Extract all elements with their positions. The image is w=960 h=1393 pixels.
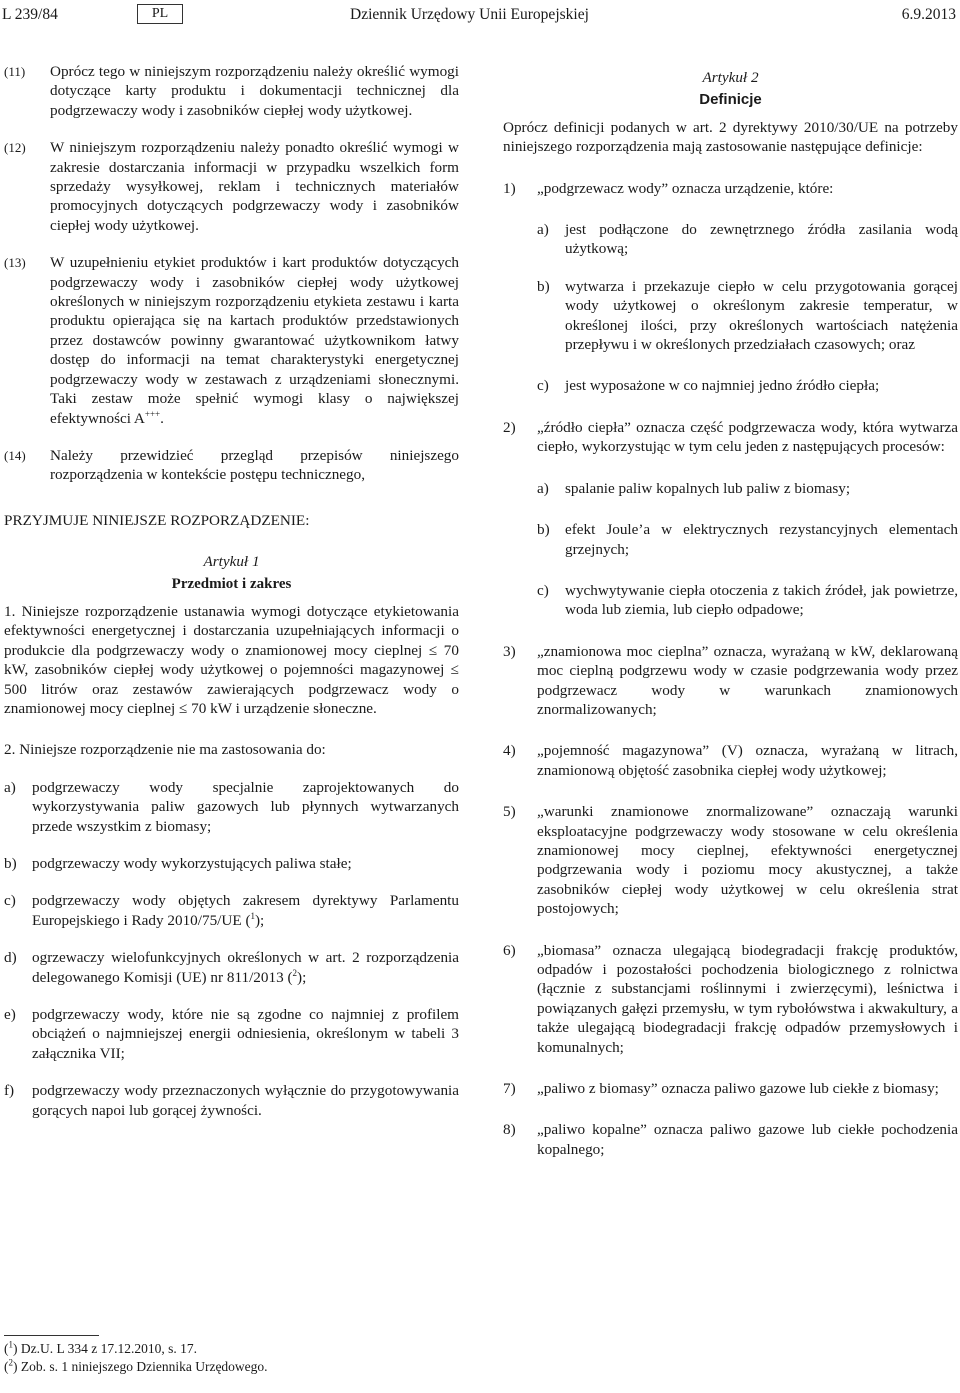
exclusion-item [4, 1005, 459, 1063]
definition-label: 3) [503, 642, 516, 660]
class-superscript: +++ [144, 408, 161, 419]
definition-item [503, 741, 958, 780]
subitem-text: jest wyposażone w co najmniej jedno źródło ciepła; [565, 377, 880, 395]
footnote-number: 1 [8, 1339, 13, 1350]
item-text: podgrzewaczy wody przeznaczonych wyłącznie do przygotowywania gorących napoi lub gorącej żywności. [32, 1082, 459, 1119]
footnote: ($^1$) Dz.U. L 334 z 17.12.2010, s. 17. [4, 1339, 197, 1356]
subitem-label: c) [537, 377, 549, 395]
article-1-title: Artykuł 1 [203, 553, 260, 571]
footnote: ($^2$) Zob. s. 1 niniejszego Dziennika Urzędowego. [4, 1357, 268, 1374]
subitem-label: b) [537, 521, 550, 539]
item-label: f) [4, 1082, 15, 1100]
exclusion-item [4, 854, 459, 873]
item-tail: ); [255, 911, 265, 929]
recital-text: Należy przewidzieć przegląd przepisów niniejszego rozporządzenia w kontekście postępu technicznego, [50, 446, 459, 484]
definition-text: „znamionowa moc cieplna” oznacza, wyrażaną w kW, deklarowaną moc cieplną podgrzewu wody w czasie podgrzewania wody przez podgrzewacz wody w warunkach znamionowych znormalizowanych; [537, 642, 958, 718]
footnote-divider [4, 1335, 99, 1336]
definition-item [503, 941, 958, 1057]
definition-text: „źródło ciepła” oznacza część podgrzewacza wody, która wytwarza ciepło, wykorzystując w tym celu jeden z następujących procesów: [537, 418, 958, 456]
exclusion-item [4, 778, 459, 836]
item-label: d) [4, 949, 17, 967]
definition-subitem [503, 277, 958, 355]
item-tail: ); [297, 968, 307, 986]
item-label: e) [4, 1006, 16, 1024]
item-text: podgrzewaczy wody objętych zakresem dyrektywy Parlamentu Europejskiego i Rady 2010/75/UE ( [32, 892, 459, 929]
definition-label: 7) [503, 1080, 516, 1098]
item-text: ogrzewaczy wielofunkcyjnych określonych w art. 2 rozporządzenia delegowanego Komisji (UE) nr 811/2013 ( [32, 949, 459, 986]
item-label: b) [4, 855, 17, 872]
definition-subitem [503, 520, 958, 559]
footnote-ref[interactable]: 1 [250, 910, 255, 921]
definition-item [503, 179, 958, 198]
subitem-text: wychwytywanie ciepła otoczenia z takich źródeł, jak powietrze, woda lub ziemia, lub ciepło odpadowe; [565, 581, 958, 619]
item-text: podgrzewaczy wody specjalnie zaprojektowanych do wykorzystywania paliw gazowych lub płynnych wytwarzanych przede wszystkim z biomasy; [32, 778, 459, 835]
definition-text: „podgrzewacz wody” oznacza urządzenie, które: [537, 179, 834, 197]
definition-label: 8) [503, 1121, 516, 1139]
publication-date: 6.9.2013 [901, 6, 956, 23]
footnote-number: 2 [8, 1357, 13, 1367]
item-label: a) [4, 778, 16, 796]
footnote-ref[interactable]: 2 [292, 967, 298, 978]
definition-subitem [503, 479, 958, 498]
subitem-label: a) [537, 479, 549, 497]
adopts-statement: PRZYJMUJE NINIEJSZE ROZPORZĄDZENIE: [4, 511, 310, 529]
article-1-paragraph-2: 2. Niniejsze rozporządzenie nie ma zastosowania do: [4, 741, 326, 759]
page-reference: L 239/84 [2, 6, 58, 23]
definition-text: „warunki znamionowe znormalizowane” oznaczają warunki eksploatacyjne podgrzewaczy wody stosowane w celu określenia znamionowej mocy cieplnej, efektywności energetycznej podgrzewania wody i poziomu mocy akustycznej, a także zasobników ciepłej wody użytkowej w celu określenia strat postojowych; [537, 803, 958, 918]
item-text: podgrzewaczy wody wykorzystujących paliwa stałe; [32, 855, 352, 872]
definition-item [503, 1120, 958, 1159]
article-2-title: Artykuł 2 [702, 69, 759, 86]
definition-item [503, 418, 958, 457]
recital-text: Oprócz tego w niniejszym rozporządzeniu należy określić wymogi dotyczące karty produktu i dokumentacji technicznej dla podgrzewaczy wody i zasobników ciepłej wody użytkowej. [50, 63, 459, 119]
recital [4, 62, 459, 120]
subitem-text: wytwarza i przekazuje ciepło w celu przygotowania gorącej wody użytkowej o określonym zakresie temperatur, w określonej ilości, przy określonych wartościach natężenia przepływu i w określonych przedziałach czasowych; oraz [565, 277, 958, 354]
definition-label: 1) [503, 179, 516, 197]
definition-item [503, 642, 958, 720]
definition-text: „paliwo kopalne” oznacza paliwo gazowe lub ciekłe pochodzenia kopalnego; [537, 1121, 958, 1158]
article-2-subject: Definicje [699, 91, 762, 109]
recital [4, 138, 459, 235]
definition-subitem [503, 376, 958, 395]
recital-text: W niniejszym rozporządzeniu należy ponadto określić wymogi w zakresie dostarczania informacji w przypadku wszelkich form sprzedaży wysyłkowej, reklam i technicznych materiałów promocyjnych dotyczących podgrzewaczy wody i zasobników ciepłej wody użytkowej. [50, 139, 459, 234]
definition-label: 2) [503, 418, 516, 436]
definition-label: 5) [503, 803, 516, 821]
definition-text: „paliwo z biomasy” oznacza paliwo gazowe lub ciekłe z biomasy; [537, 1080, 939, 1098]
recital-number: (13) [4, 255, 26, 271]
footnote-text: Dz.U. L 334 z 17.12.2010, s. 17. [20, 1341, 197, 1356]
recital-number: (12) [4, 140, 26, 156]
footnote-text: Zob. s. 1 niniejszego Dziennika Urzędowego. [20, 1358, 268, 1374]
page-header [0, 4, 960, 26]
article-2-intro: Oprócz definicji podanych w art. 2 dyrektywy 2010/30/UE na potrzeby niniejszego rozporządzenia mają zastosowanie następujące definicje: [503, 118, 958, 156]
exclusion-item [4, 948, 459, 987]
article-1-subject: Przedmiot i zakres [171, 575, 292, 592]
left-column [4, 62, 459, 1120]
definition-item [503, 1079, 958, 1098]
subitem-label: b) [537, 277, 550, 295]
definition-subitem [503, 581, 958, 620]
recital-text: W uzupełnieniu etykiet produktów i kart produktów dotyczących podgrzewaczy wody i zasobników ciepłej wody użytkowej określonych w niniejszym rozporządzeniu etykieta zestawu i karta produktu opierająca się na kartach produktów przedstawionych przez dostawców powinny gwarantować użytkownikom łatwy dostęp do informacji na temat charakterystyki energetycznej podgrzewaczy wody w zestawach z urządzeniami słonecznymi. Taki zestaw może spełnić wymogi klasy o największej efektywności A [50, 254, 459, 427]
definition-text: „biomasa” oznacza ulegającą biodegradacji frakcję produktów, odpadów i pozostałości pochodzenia biologicznego z rolnictwa (łącznie z substancjami roślinnymi i zwierzęcymi), leśnictwa i powiązanych gałęzi przemysłu, w tym rybołówstwa i akwakultury, a także ulegającą biodegradacji frakcję odpadów przemysłowych i komunalnych; [537, 941, 958, 1056]
item-text: podgrzewaczy wody, które nie są zgodne co najmniej z profilem obciążeń o najmniejszej energii odniesienia, określonym w tabeli 3 załącznika VII; [32, 1006, 459, 1062]
recital [4, 446, 459, 485]
definition-subitem [503, 220, 958, 259]
recital-number: (11) [4, 64, 26, 79]
definition-label: 6) [503, 941, 516, 959]
item-label: c) [4, 892, 16, 910]
recital-tail: . [160, 409, 164, 427]
recital-number: (14) [4, 447, 26, 463]
recital [4, 253, 459, 428]
article-1-paragraph-1: 1. Niniejsze rozporządzenie ustanawia wymogi dotyczące etykietowania efektywności energetycznej i dostarczania uzupełniających informacji o produkcie dla podgrzewaczy wody o znamionowej mocy cieplnej ≤ 70 kW, zasobników ciepłej wody użytkowej o pojemności magazynowej ≤ 500 litrów oraz zestawów zawierających podgrzewacz wody o znamionowej mocy cieplnej ≤ 70 kW i urządzenie słoneczne. [4, 602, 459, 717]
language-badge: PL [137, 4, 183, 24]
subitem-label: c) [537, 581, 549, 599]
subitem-text: jest podłączone do zewnętrznego źródła zasilania wodą użytkową; [565, 221, 958, 258]
exclusion-item [4, 1081, 459, 1120]
footnotes [4, 1335, 304, 1375]
subitem-text: efekt Joule’a w elektrycznych rezystancyjnych elementach grzejnych; [565, 521, 958, 558]
definition-label: 4) [503, 742, 516, 760]
definition-item [503, 802, 958, 918]
subitem-text: spalanie paliw kopalnych lub paliw z biomasy; [565, 479, 851, 497]
subitem-label: a) [537, 221, 549, 239]
right-column [503, 62, 958, 1159]
definition-text: „pojemność magazynowa” (V) oznacza, wyrażaną w litrach, znamionową objętość zasobnika ciepłej wody użytkowej; [537, 742, 958, 779]
journal-title: Dziennik Urzędowy Unii Europejskiej [350, 6, 589, 23]
exclusion-item [4, 891, 459, 930]
